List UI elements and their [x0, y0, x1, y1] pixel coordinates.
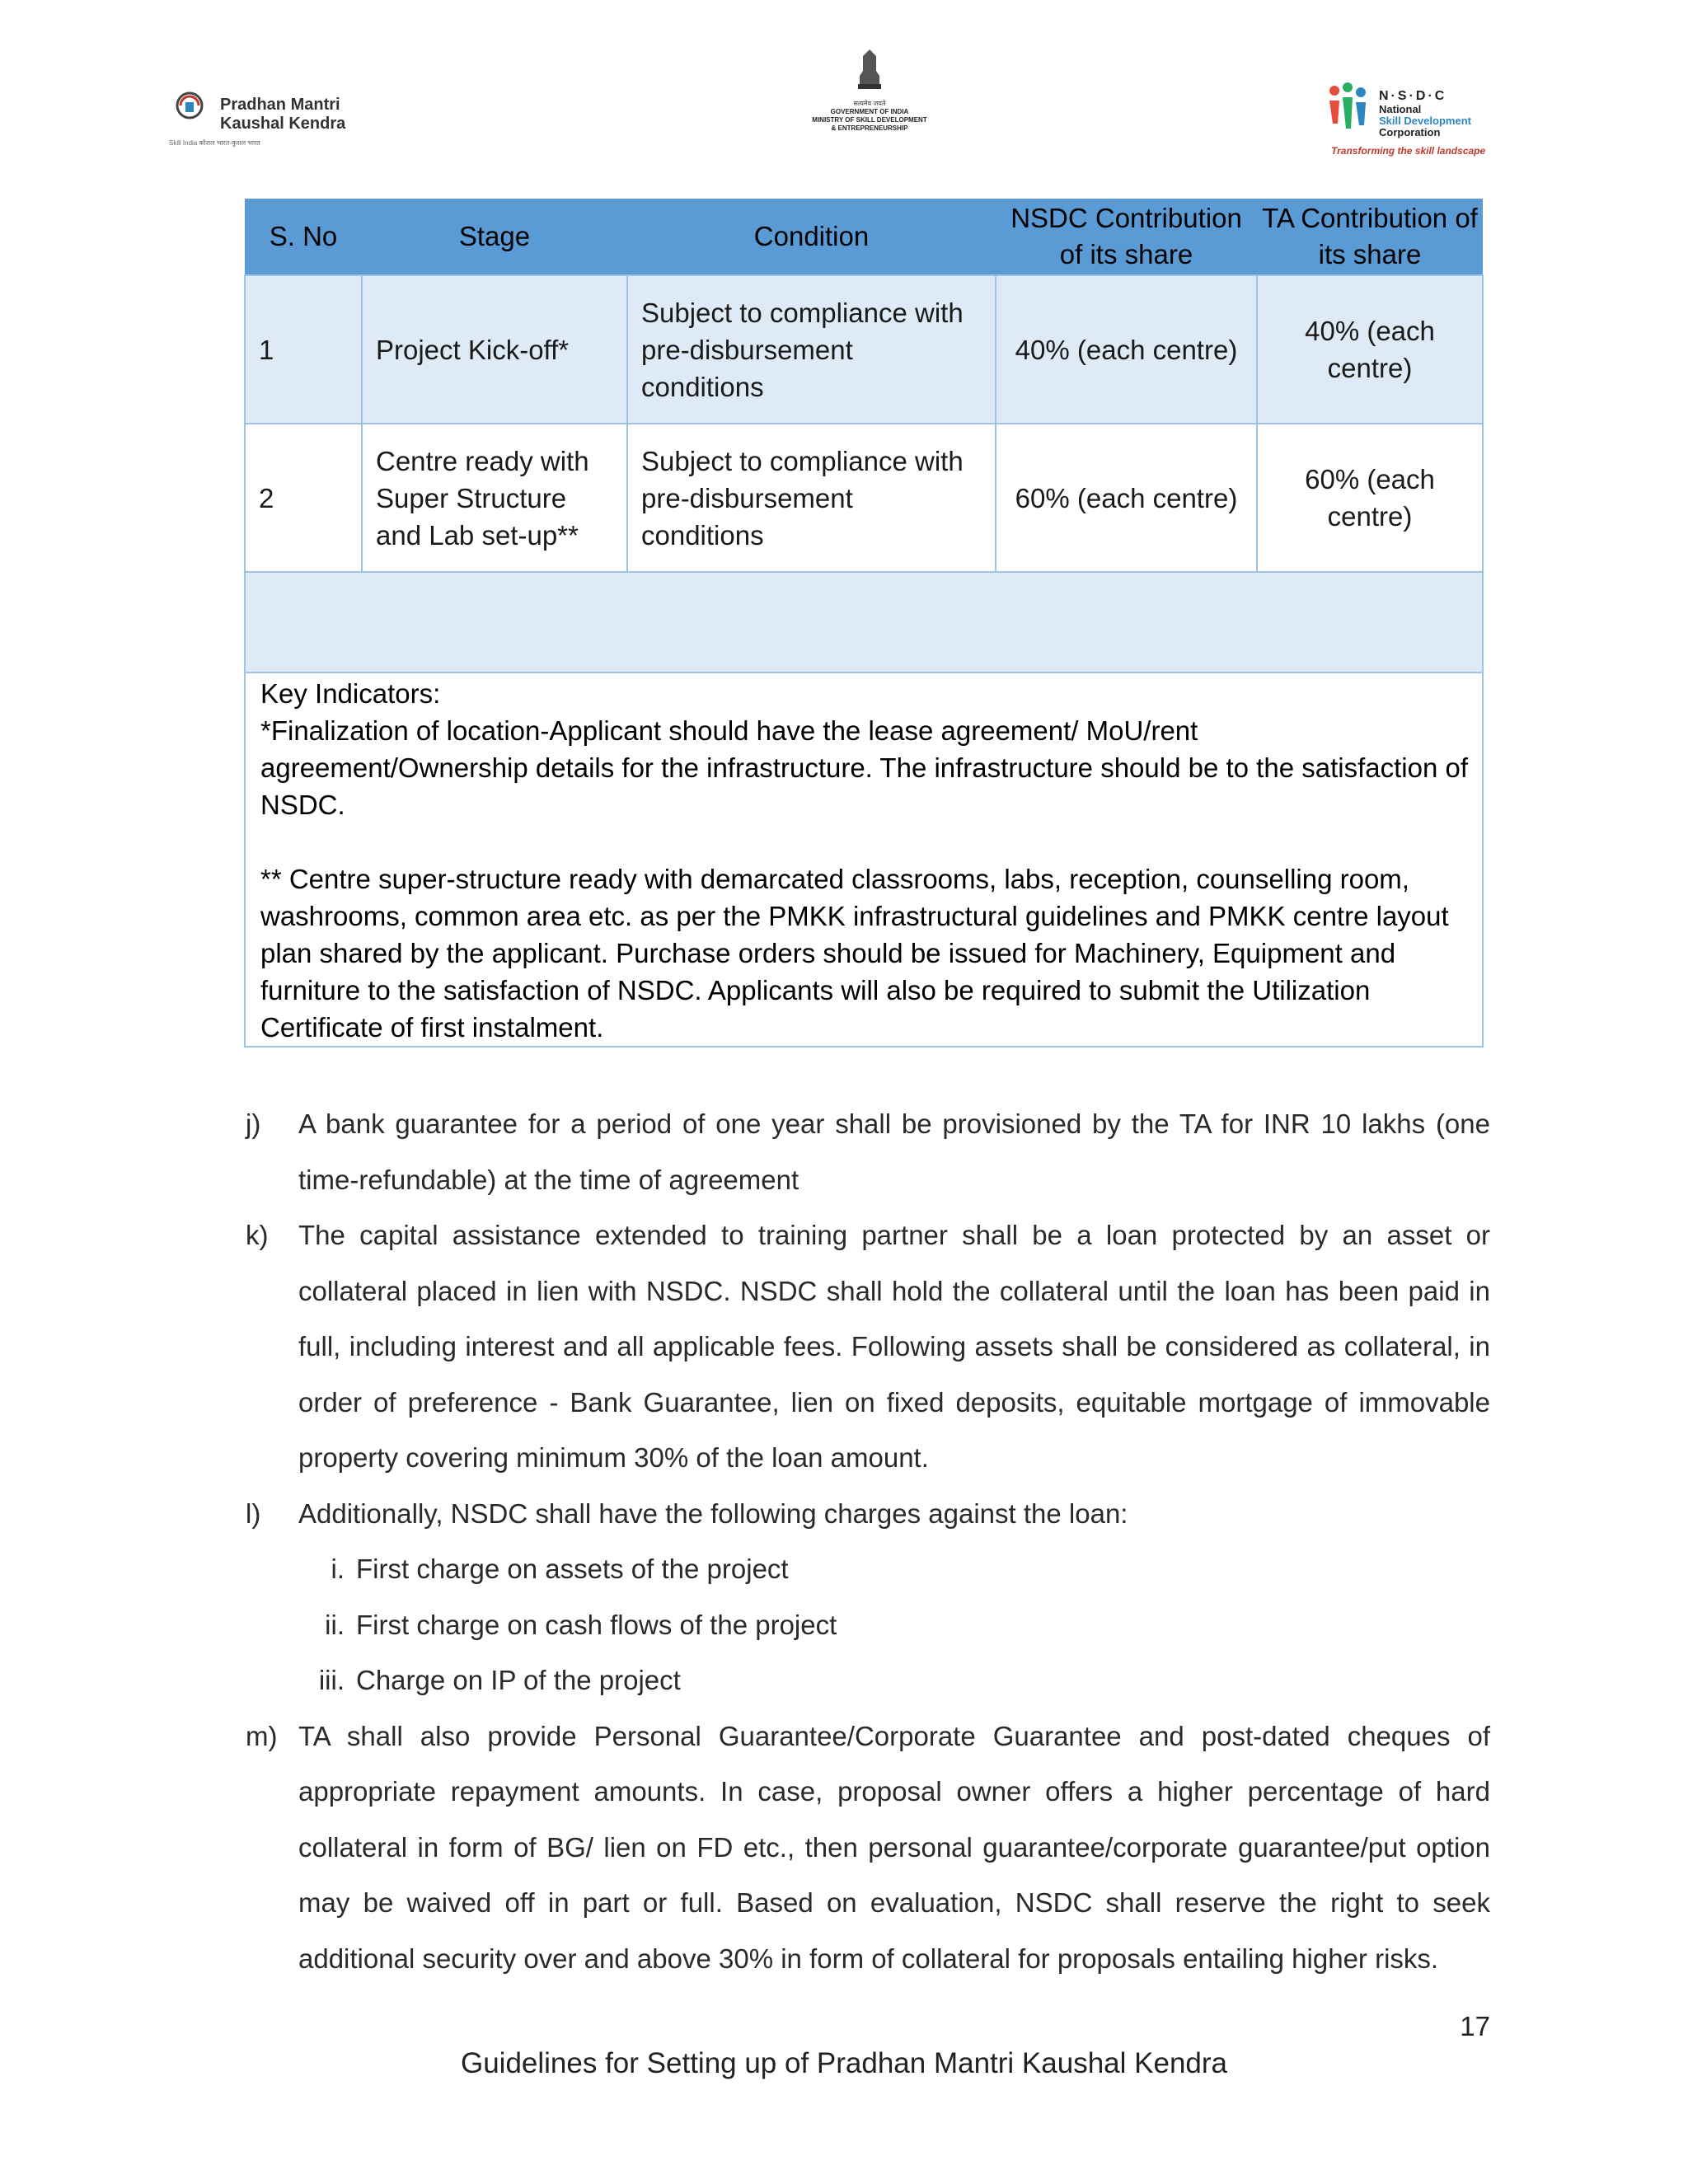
gov-line-3: & ENTREPRENEURSHIP	[831, 124, 908, 132]
list-item	[246, 1207, 1490, 1486]
cell-ta-share: 40% (each centre)	[1257, 275, 1483, 424]
list-marker: j)	[246, 1108, 261, 1139]
header-sno: S. No	[245, 199, 362, 275]
table-spacer-row	[245, 572, 1483, 673]
cell-nsdc-share: 40% (each centre)	[996, 275, 1257, 424]
cell-condition: Subject to compliance with pre-disbursement conditions	[627, 275, 996, 424]
list-text: Additionally, NSDC shall have the following charges against the loan:	[298, 1497, 1128, 1529]
nsdc-tagline: Transforming the skill landscape	[1331, 145, 1486, 157]
nsdc-people-icon	[1323, 82, 1372, 134]
sub-text: First charge on cash flows of the project	[356, 1609, 837, 1640]
nsdc-acronym: N·S·D·C	[1379, 89, 1447, 103]
header-nsdc-contribution: NSDC Contribution of its share	[996, 199, 1257, 275]
list-item	[246, 1708, 1490, 1987]
header-ta-contribution: TA Contribution of its share	[1257, 199, 1483, 275]
key-indicators-cell	[245, 673, 1483, 1047]
skill-india-label: Skill India कौशल भारत-कुशल भारत	[169, 139, 260, 147]
sub-list-item	[246, 1541, 1490, 1597]
gov-motto: सत्यमेव जयते	[853, 100, 886, 107]
table-row	[245, 424, 1483, 572]
list-marker: k)	[246, 1220, 269, 1250]
key-note-1: *Finalization of location-Applicant should have the lease agreement/ MoU/rent agreement/Ownership details for the infrastructure. The infrastructure should be to the satisfaction of NSDC.	[260, 715, 1468, 820]
sub-text: First charge on assets of the project	[356, 1554, 789, 1584]
cell-stage: Centre ready with Super Structure and Lab set-up**	[362, 424, 627, 572]
pmkk-name: Pradhan Mantri Kaushal Kendra	[220, 96, 346, 133]
gov-emblem-block	[746, 48, 993, 138]
table-header-row	[245, 199, 1483, 275]
empty-band	[245, 572, 1483, 673]
cell-sno: 2	[245, 424, 362, 572]
sub-marker: iii.	[318, 1665, 345, 1695]
gov-line-1: GOVERNMENT OF INDIA	[830, 108, 909, 115]
document-footer-title: Guidelines for Setting up of Pradhan Mantri Kaushal Kendra	[460, 2047, 1227, 2079]
nsdc-name: National Skill Development Corporation	[1379, 103, 1471, 138]
cell-stage: Project Kick-off*	[362, 275, 627, 424]
skill-india-icon	[169, 89, 210, 137]
key-indicators-title: Key Indicators:	[260, 678, 441, 709]
table-row	[245, 275, 1483, 424]
cell-condition: Subject to compliance with pre-disbursement conditions	[627, 424, 996, 572]
key-note-2: ** Centre super-structure ready with demarcated classrooms, labs, reception, counselling room, washrooms, common area etc. as per the PMKK infrastructural guidelines and PMKK centre layout plan shared by the applicant. Purchase orders should be issued for Machinery, Equipment and furniture to the satisfaction of NSDC. Applicants will also be required to submit the Utilization Certificate of first instalment.	[260, 864, 1449, 1043]
disbursement-table	[244, 199, 1484, 1047]
list-item	[246, 1096, 1490, 1207]
header-condition: Condition	[627, 199, 996, 275]
cell-ta-share: 60% (each centre)	[1257, 424, 1483, 572]
sub-marker: i.	[331, 1554, 345, 1584]
list-text: The capital assistance extended to training partner shall be a loan protected by an asset or collateral placed in lien with NSDC. NSDC shall hold the collateral until the loan has been paid in full, including interest and all applicable fees. Following assets shall be considered as collateral, in order of preference - Bank Guarantee, lien on fixed deposits, equitable mortgage of immovable property covering minimum 30% of the loan amount.	[298, 1220, 1490, 1473]
key-indicators-row	[245, 673, 1483, 1047]
list-text: TA shall also provide Personal Guarantee/Corporate Guarantee and post-dated cheques of appropriate repayment amounts. In case, proposal owner offers a higher percentage of hard collateral in form of BG/ lien on FD etc., then personal guarantee/corporate guarantee/put option may be waived off in part or full. Based on evaluation, NSDC shall reserve the right to seek additional security over and above 30% in form of collateral for proposals entailing higher risks.	[298, 1720, 1490, 1974]
sub-list-item	[246, 1597, 1490, 1653]
nsdc-logo	[1323, 81, 1488, 159]
sub-list-item	[246, 1652, 1490, 1708]
gov-line-2: MINISTRY OF SKILL DEVELOPMENT	[812, 116, 927, 124]
pmkk-logo	[169, 89, 354, 147]
list-marker: m)	[246, 1720, 278, 1751]
list-marker: l)	[246, 1497, 261, 1529]
page-number: 17	[1460, 2011, 1490, 2041]
cell-sno: 1	[245, 275, 362, 424]
sub-text: Charge on IP of the project	[356, 1665, 681, 1695]
list-text: A bank guarantee for a period of one year shall be provisioned by the TA for INR 10 lakhs (one time-refundable) at the time of agreement	[298, 1108, 1490, 1195]
cell-nsdc-share: 60% (each centre)	[996, 424, 1257, 572]
list-item	[246, 1486, 1490, 1542]
ashoka-emblem-icon	[853, 48, 886, 97]
sub-marker: ii.	[325, 1609, 345, 1640]
header-stage: Stage	[362, 199, 627, 275]
clauses-list	[246, 1096, 1490, 1986]
